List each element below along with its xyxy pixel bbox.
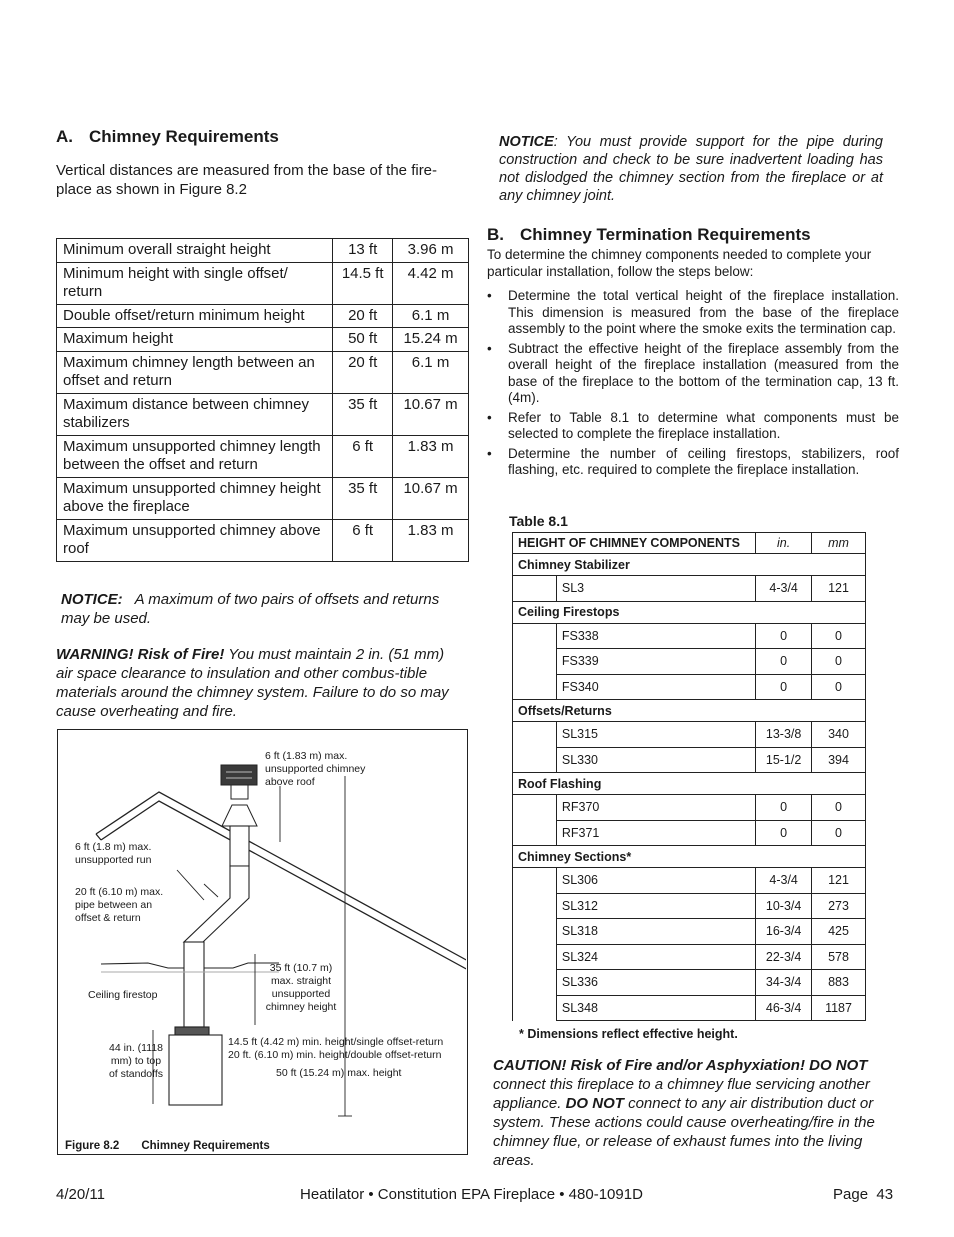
component-part: SL336 [556,970,755,996]
section-b-title: Chimney Termination Requirements [520,225,811,244]
requirement-label: Maximum height [57,328,333,352]
component-in: 0 [756,795,812,821]
component-mm: 0 [812,649,866,675]
requirement-m: 1.83 m [393,519,469,561]
component-row [513,649,866,675]
component-part: SL306 [556,868,755,894]
chimney-pipe [184,826,249,1027]
component-mm: 425 [812,919,866,945]
label-above-roof: 6 ft (1.83 m) max. unsupported chimney above roof [265,750,366,788]
requirement-m: 6.1 m [393,304,469,328]
requirement-ft: 14.5 ft [333,262,393,304]
requirement-label: Minimum height with single offset/ return [57,262,333,304]
component-row [513,919,866,945]
step-item: • Refer to Table 8.1 to determine what components must be selected to complete the fireplace installation. [487,410,899,443]
components-header-row [513,533,866,554]
requirement-row [57,435,469,477]
requirement-m: 4.42 m [393,262,469,304]
requirement-ft: 13 ft [333,239,393,263]
label-min-single: 14.5 ft (4.42 m) min. height/single offset-return [228,1036,444,1048]
component-indent-cell [513,623,557,700]
component-in: 10-3/4 [756,893,812,919]
component-category-label: Roof Flashing [513,773,866,795]
requirement-m: 6.1 m [393,351,469,393]
requirement-m: 15.24 m [393,328,469,352]
component-category-row [513,700,866,722]
requirement-row [57,351,469,393]
component-part: SL324 [556,944,755,970]
footer-page-label: Page [833,1186,869,1203]
caution-do-not: DO NOT [565,1095,624,1112]
label-ceiling-firestop: Ceiling firestop [88,989,158,1001]
section-b-heading [487,225,811,245]
caution-label: CAUTION! Risk of Fire and/or Asphyxiation! DO NOT [493,1057,868,1074]
figure-caption [65,1140,270,1152]
component-mm: 0 [812,795,866,821]
component-in: 15-1/2 [756,747,812,773]
figure-caption-title: Chimney Requirements [141,1140,270,1152]
notice-offsets [61,590,465,628]
requirement-row [57,328,469,352]
component-row [513,944,866,970]
requirement-m: 10.67 m [393,477,469,519]
component-mm: 0 [812,820,866,846]
requirement-row [57,519,469,561]
caution-text-2: connect to any air distribution duct or system. These actions could cause overheating/fire in the chimney flue, or release of exhaust fumes into the living areas. [493,1095,875,1169]
component-part: RF370 [556,795,755,821]
step-item: • Determine the number of ceiling firestops, stabilizers, roof flashing, etc. required to complete the fireplace installation. [487,446,899,479]
component-category-row [513,554,866,576]
component-category-label: Chimney Stabilizer [513,554,866,576]
component-in: 0 [756,820,812,846]
section-a-heading [56,127,279,147]
caution-text-1: connect this fireplace to a chimney flue servicing another appliance. [493,1076,870,1112]
step-item: • Determine the total vertical height of the fireplace installation. This dimension is measured from the base of the fireplace assembly to the point where the smoke exits the termination cap. [487,288,899,338]
requirement-row [57,239,469,263]
requirement-ft: 50 ft [333,328,393,352]
requirement-ft: 35 ft [333,393,393,435]
component-mm: 0 [812,623,866,649]
component-in: 4-3/4 [756,868,812,894]
component-indent-cell [513,868,557,1021]
component-part: SL312 [556,893,755,919]
component-mm: 273 [812,893,866,919]
component-category-row [513,846,866,868]
requirement-m: 10.67 m [393,393,469,435]
requirement-label: Maximum unsupported chimney height above the fireplace [57,477,333,519]
footer-date: 4/20/11 [56,1186,105,1203]
footer-document-title: Heatilator • Constitution EPA Fireplace • 480-1091D [300,1186,643,1203]
component-indent-cell [513,576,557,602]
requirement-ft: 6 ft [333,519,393,561]
notice-offsets-text: A maximum of two pairs of offsets and returns may be used. [61,591,440,627]
footer-page [833,1186,893,1203]
requirement-row [57,477,469,519]
requirement-label: Maximum unsupported chimney above roof [57,519,333,561]
label-min-double: 20 ft. (6.10 m) min. height/double offset-return [228,1049,442,1061]
component-row [513,868,866,894]
chimney-components-table [512,532,866,1021]
component-in: 0 [756,649,812,675]
requirements-table [56,238,469,562]
requirement-label: Minimum overall straight height [57,239,333,263]
fireplace-unit [169,1027,222,1105]
component-mm: 121 [812,868,866,894]
requirement-label: Maximum chimney length between an offset and return [57,351,333,393]
requirement-label: Maximum distance between chimney stabilizers [57,393,333,435]
components-header-mm: mm [812,533,866,554]
warning-fire-text: You must maintain 2 in. (51 mm) air space clearance to insulation and other combus-tible materials around the chimney system. Failure to do so may cause overheating and fire. [56,646,449,720]
component-part: FS339 [556,649,755,675]
component-category-label: Chimney Sections* [513,846,866,868]
component-category-label: Ceiling Firestops [513,601,866,623]
component-indent-cell [513,795,557,846]
component-row [513,970,866,996]
component-part: SL330 [556,747,755,773]
component-part: SL348 [556,995,755,1021]
component-mm: 121 [812,576,866,602]
component-mm: 340 [812,722,866,748]
component-mm: 1187 [812,995,866,1021]
component-mm: 578 [812,944,866,970]
section-a-title: Chimney Requirements [89,127,279,146]
component-in: 22-3/4 [756,944,812,970]
component-row [513,623,866,649]
requirement-label: Double offset/return minimum height [57,304,333,328]
component-row [513,795,866,821]
termination-steps [487,288,899,482]
component-row [513,576,866,602]
section-b-letter: B. [487,225,504,244]
termination-cap [221,765,257,826]
label-offset-return: 20 ft (6.10 m) max. pipe between an offset & return [75,886,164,924]
step-item: • Subtract the effective height of the fireplace assembly from the overall height of the fireplace installation (measured from the base of the fireplace to the bottom of the termination cap, 13 ft. (4m). [487,341,899,407]
requirement-ft: 6 ft [333,435,393,477]
warning-fire [56,645,454,721]
component-part: SL3 [556,576,755,602]
component-row [513,820,866,846]
component-in: 16-3/4 [756,919,812,945]
requirement-m: 3.96 m [393,239,469,263]
component-row [513,893,866,919]
requirement-ft: 20 ft [333,304,393,328]
component-row [513,747,866,773]
component-in: 0 [756,623,812,649]
label-straight-height: 35 ft (10.7 m) max. straight unsupported chimney height [265,962,337,1013]
requirement-label: Maximum unsupported chimney length between the offset and return [57,435,333,477]
notice-support-text: : You must provide support for the pipe during construction and check to be sure inadvertent loading has not dislodged the chimney section from the fireplace or at any chimney joint. [499,134,883,204]
component-in: 4-3/4 [756,576,812,602]
component-category-row [513,773,866,795]
component-mm: 883 [812,970,866,996]
section-a-intro: Vertical distances are measured from the base of the fire-place as shown in Figure 8.2 [56,162,438,198]
component-part: FS338 [556,623,755,649]
requirement-row [57,304,469,328]
requirement-row [57,393,469,435]
component-in: 34-3/4 [756,970,812,996]
component-category-label: Offsets/Returns [513,700,866,722]
caution-asphyxiation [493,1056,903,1170]
component-part: RF371 [556,820,755,846]
section-a-letter: A. [56,127,73,146]
notice-support-label: NOTICE [499,134,554,150]
component-in: 13-3/8 [756,722,812,748]
roof-line [96,792,466,971]
warning-fire-label: WARNING! Risk of Fire! [56,646,225,663]
component-part: SL315 [556,722,755,748]
component-part: SL318 [556,919,755,945]
component-part: FS340 [556,674,755,700]
component-mm: 394 [812,747,866,773]
figure-chimney-requirements [57,729,468,1155]
requirement-ft: 35 ft [333,477,393,519]
requirement-ft: 20 ft [333,351,393,393]
section-b-intro: To determine the chimney components needed to complete your particular installation, follow the steps below: [487,247,872,279]
notice-support [499,133,883,205]
component-in: 46-3/4 [756,995,812,1021]
figure-caption-label: Figure 8.2 [65,1140,120,1152]
components-header-label: HEIGHT OF CHIMNEY COMPONENTS [513,533,756,554]
table-8-1-title: Table 8.1 [509,513,568,529]
component-category-row [513,601,866,623]
component-indent-cell [513,722,557,773]
component-row [513,995,866,1021]
requirement-m: 1.83 m [393,435,469,477]
component-in: 0 [756,674,812,700]
component-row [513,722,866,748]
component-row [513,674,866,700]
components-header-in: in. [756,533,812,554]
label-unsupported-run: 6 ft (1.8 m) max. unsupported run [75,841,152,866]
requirement-row [57,262,469,304]
label-max-height: 50 ft (15.24 m) max. height [276,1067,402,1079]
notice-offsets-label: NOTICE: [61,591,123,608]
table-footnote: * Dimensions reflect effective height. [519,1027,738,1041]
footer-page-number: 43 [876,1186,894,1203]
component-mm: 0 [812,674,866,700]
label-standoffs: 44 in. (1118 mm) to top of standoffs [108,1042,164,1080]
